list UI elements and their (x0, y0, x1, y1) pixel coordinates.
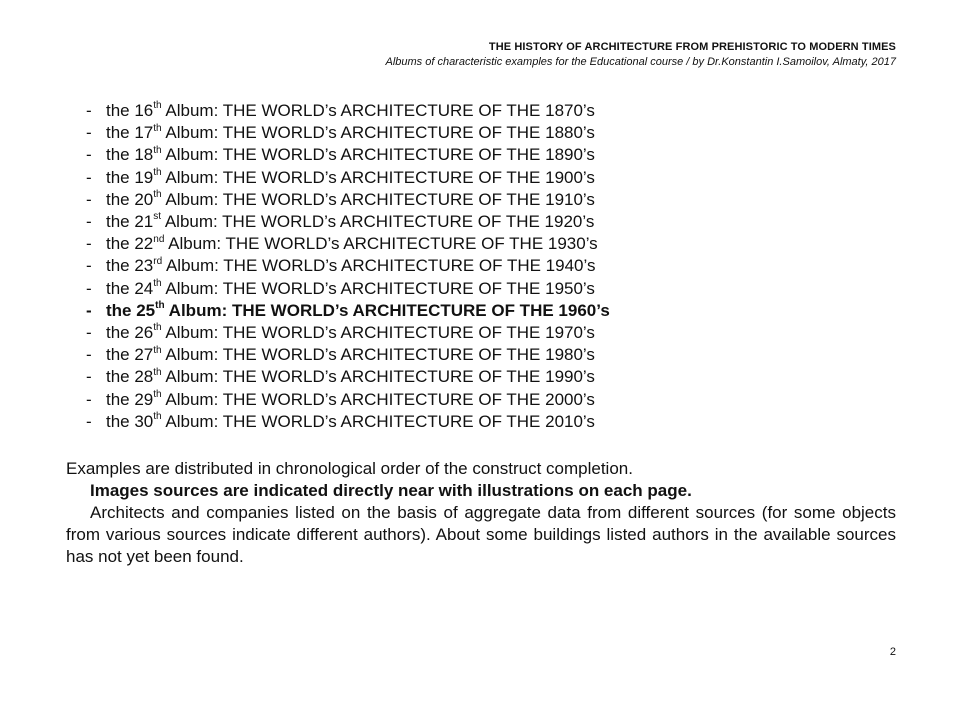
album-ordinal: th (153, 277, 162, 289)
list-dash: - (86, 389, 92, 409)
album-title: Album: THE WORLD’s ARCHITECTURE OF THE 1940’s (162, 256, 596, 276)
album-item-20 (86, 189, 610, 211)
album-item-25-current (86, 300, 610, 322)
album-item-22 (86, 233, 610, 255)
album-ordinal: st (153, 211, 162, 223)
album-item-26 (86, 322, 610, 344)
album-ordinal: th (153, 388, 162, 400)
album-number: the 23 (106, 256, 154, 276)
list-dash: - (86, 145, 92, 165)
album-title: Album: THE WORLD’s ARCHITECTURE OF THE 1870’s (161, 101, 595, 120)
album-item-19 (86, 167, 610, 189)
album-ordinal: rd (153, 255, 163, 267)
album-ordinal: th (153, 366, 162, 378)
album-number: the 29 (106, 389, 154, 409)
album-number: the 20 (106, 189, 154, 209)
album-ordinal: th (153, 411, 162, 423)
list-dash: - (86, 189, 92, 209)
list-dash: - (86, 101, 92, 120)
page-header (96, 40, 896, 70)
document-title: THE HISTORY OF ARCHITECTURE FROM PREHISTORIC TO MODERN TIMES (488, 41, 896, 53)
album-title: Album: THE WORLD’s ARCHITECTURE OF THE 1960’s (164, 300, 610, 320)
album-number: the 26 (106, 323, 154, 343)
list-dash: - (86, 278, 92, 298)
album-title: Album: THE WORLD’s ARCHITECTURE OF THE 1990’s (161, 367, 595, 387)
album-ordinal: th (153, 100, 162, 112)
album-title: Album: THE WORLD’s ARCHITECTURE OF THE 1880’s (161, 123, 595, 143)
album-item-29 (86, 389, 610, 411)
album-ordinal: nd (153, 233, 165, 245)
list-dash: - (86, 212, 92, 232)
album-title: Album: THE WORLD’s ARCHITECTURE OF THE 2010’s (161, 411, 595, 431)
architects-note: Architects and companies listed on the basis of aggregate data from different sources (for some objects from various sources indicate different authors). About some buildings listed authors in the available sources has not yet been found. (66, 503, 896, 566)
album-ordinal: th (155, 300, 165, 312)
sources-note: Images sources are indicated directly near with illustrations on each page. (90, 481, 692, 500)
album-number: the 28 (106, 367, 154, 387)
album-number: the 21 (106, 212, 154, 232)
album-number: the 30 (106, 411, 154, 431)
album-list (86, 100, 610, 433)
album-item-24 (86, 278, 610, 300)
album-ordinal: th (153, 189, 162, 201)
album-title: Album: THE WORLD’s ARCHITECTURE OF THE 1970’s (161, 323, 595, 343)
list-dash: - (86, 300, 92, 320)
album-title: Album: THE WORLD’s ARCHITECTURE OF THE 1910’s (161, 189, 595, 209)
page-number: 2 (889, 646, 896, 658)
album-item-18 (86, 144, 610, 166)
album-number: the 19 (106, 167, 154, 187)
album-ordinal: th (153, 322, 162, 334)
album-ordinal: th (153, 166, 162, 178)
album-number: the 22 (106, 234, 154, 254)
album-ordinal: th (153, 122, 162, 134)
album-number: the 18 (106, 145, 154, 165)
album-number: the 25 (106, 300, 156, 320)
album-title: Album: THE WORLD’s ARCHITECTURE OF THE 1930’s (164, 234, 598, 254)
list-dash: - (86, 411, 92, 431)
album-ordinal: th (153, 344, 162, 356)
album-title: Album: THE WORLD’s ARCHITECTURE OF THE 1920’s (161, 212, 595, 232)
album-number: the 27 (106, 345, 154, 365)
album-title: Album: THE WORLD’s ARCHITECTURE OF THE 1890’s (161, 145, 595, 165)
album-item-21 (86, 211, 610, 233)
list-dash: - (86, 345, 92, 365)
list-dash: - (86, 323, 92, 343)
album-number: the 24 (106, 278, 154, 298)
album-item-28 (86, 366, 610, 388)
album-title: Album: THE WORLD’s ARCHITECTURE OF THE 1950’s (161, 278, 595, 298)
album-number: the 17 (106, 123, 154, 143)
album-title: Album: THE WORLD’s ARCHITECTURE OF THE 1980’s (161, 345, 595, 365)
album-item-30 (86, 411, 610, 433)
list-dash: - (86, 234, 92, 254)
album-item-23 (86, 255, 610, 277)
order-note: Examples are distributed in chronological order of the construct completion. (66, 459, 633, 478)
album-title: Album: THE WORLD’s ARCHITECTURE OF THE 1900’s (161, 167, 595, 187)
album-title: Album: THE WORLD’s ARCHITECTURE OF THE 2000’s (161, 389, 595, 409)
list-dash: - (86, 367, 92, 387)
list-dash: - (86, 256, 92, 276)
body-text (66, 458, 896, 568)
album-item-17 (86, 122, 610, 144)
document-subtitle: Albums of characteristic examples for the Educational course / by Dr.Konstantin I.Samoilov, Almaty, 2017 (385, 56, 896, 68)
album-number: the 16 (106, 101, 154, 120)
album-item-27 (86, 344, 610, 366)
album-ordinal: th (153, 144, 162, 156)
album-item-16 (86, 100, 610, 122)
list-dash: - (86, 167, 92, 187)
list-dash: - (86, 123, 92, 143)
